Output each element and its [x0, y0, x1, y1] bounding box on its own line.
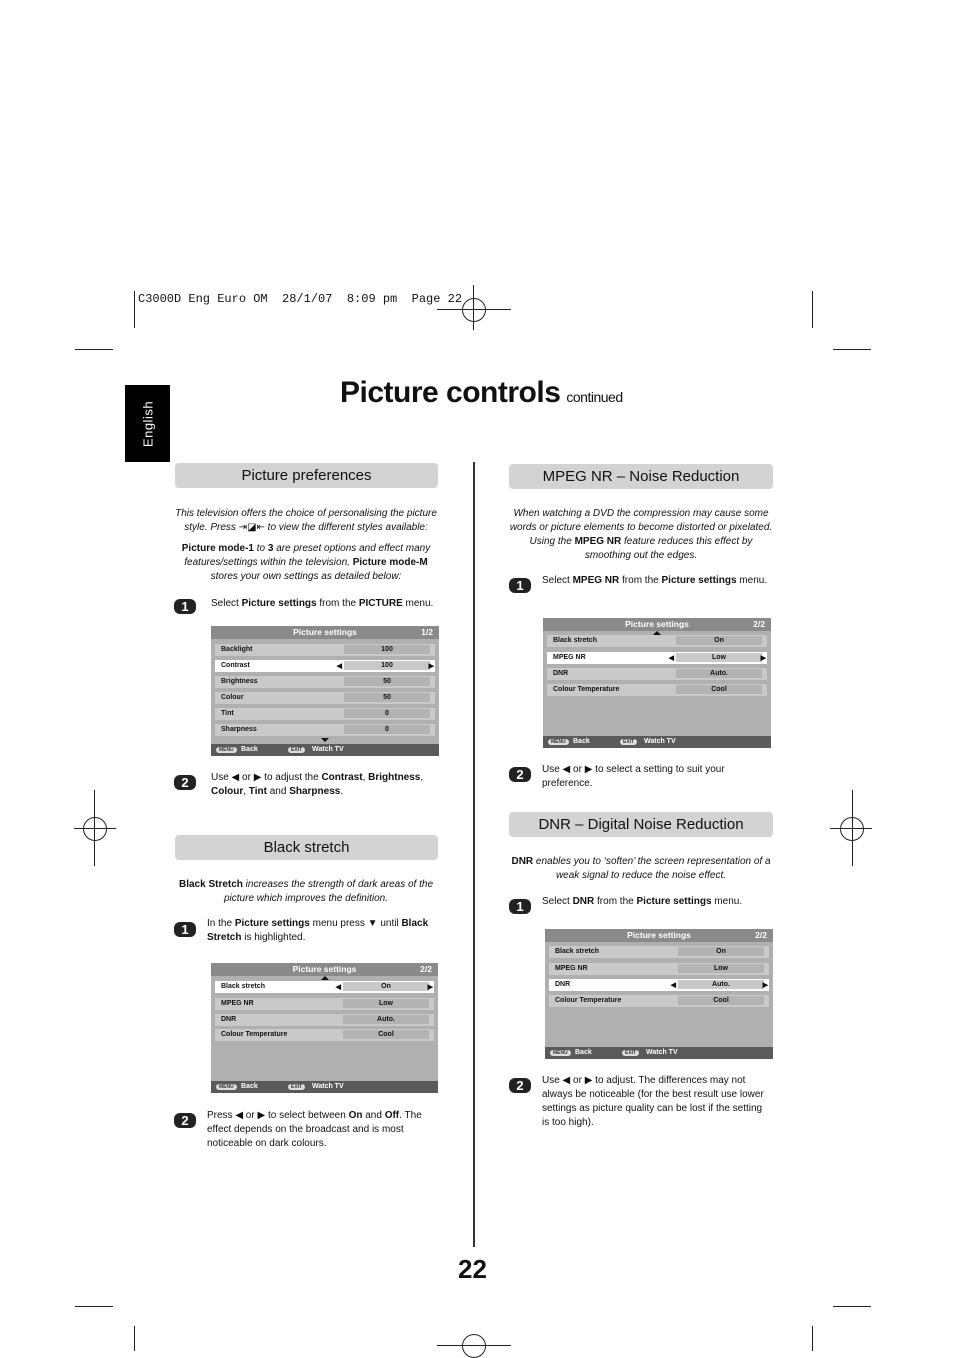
crop-mark	[852, 790, 853, 866]
menu-title-bar	[211, 626, 439, 639]
step-number-1: 1	[509, 899, 531, 914]
crop-mark	[833, 349, 871, 350]
menu-key-icon: MENU	[216, 1084, 237, 1090]
dnr-step2-text: Use ◀ or ▶ to adjust. The differences may not always be noticeable (for the best result use lower settings as picture quality can be lost if the setting is too high).	[542, 1075, 764, 1128]
menu-row-black-stretch[interactable]: Black stretch On	[549, 946, 769, 958]
menu-row-dnr[interactable]: DNR Auto.	[215, 1014, 434, 1026]
menu-title: Picture settings	[293, 627, 357, 637]
picture-preferences-step2-text: Use ◀ or ▶ to adjust the Contrast, Brightness, Colour, Tint and Sharpness.	[211, 772, 424, 797]
menu-page-indicator: 2/2	[755, 930, 767, 940]
menu-row-colour-temperature[interactable]: Colour Temperature Cool	[215, 1029, 434, 1041]
right-arrow-icon: ▶	[428, 663, 434, 670]
picture-mode-intro: Picture mode-1 to 3 are preset options and effect many features/settings within the television, Picture mode-M stores your own settings as detailed below:	[181, 543, 431, 582]
menu-row-mpeg-nr[interactable]: MPEG NR Low	[215, 998, 434, 1010]
step-number-1: 1	[509, 578, 531, 593]
page-title-continued: continued	[566, 389, 623, 405]
menu-title: Picture settings	[625, 619, 689, 629]
dnr-step1-text: Select DNR from the Picture settings menu.	[542, 896, 743, 907]
left-arrow-icon: ◀	[668, 655, 674, 662]
page-title	[340, 376, 623, 410]
crop-mark	[473, 285, 474, 330]
registration-mark	[83, 817, 107, 841]
crop-mark	[94, 790, 95, 866]
menu-row-colour[interactable]: Colour 50	[215, 692, 435, 704]
menu-row-brightness[interactable]: Brightness 50	[215, 676, 435, 688]
menu-title-bar	[211, 963, 438, 976]
step-number-2: 2	[174, 1113, 196, 1128]
crop-mark	[75, 1306, 113, 1307]
mpeg-nr-intro: When watching a DVD the compression may cause some words or picture elements to become distorted or pixelated. Using the MPEG NR feature reduces this effect by smoothing out the edges.	[509, 508, 773, 561]
menu-title-bar	[545, 929, 773, 942]
dnr-intro: DNR enables you to ‘soften’ the screen representation of a weak signal to reduce the noise effect.	[511, 856, 771, 881]
picture-settings-menu-dnr	[545, 929, 773, 1059]
registration-mark	[462, 1334, 486, 1358]
right-arrow-icon: ▶	[762, 982, 768, 989]
column-divider	[473, 462, 475, 1247]
menu-title: Picture settings	[292, 964, 357, 974]
left-arrow-icon: ◀	[670, 982, 676, 989]
menu-row-contrast[interactable]: Contrast ◀ 100 ▶	[215, 660, 435, 672]
step-number-1: 1	[174, 922, 196, 937]
crop-mark	[437, 309, 511, 310]
picture-settings-menu-black-stretch	[211, 963, 438, 1093]
section-heading-picture-preferences: Picture preferences	[175, 463, 438, 488]
right-arrow-icon: ▶	[427, 984, 433, 991]
crop-mark	[833, 1306, 871, 1307]
right-arrow-icon: ▶	[760, 655, 766, 662]
menu-row-backlight[interactable]: Backlight 100	[215, 644, 435, 656]
step-number-2: 2	[174, 775, 196, 790]
menu-row-tint[interactable]: Tint 0	[215, 708, 435, 720]
black-stretch-intro: Black Stretch increases the strength of dark areas of the picture which improves the definition.	[178, 879, 434, 904]
picture-format-icon: ⇥◪⇤	[238, 522, 265, 533]
menu-footer: MENU Back EXIT Watch TV	[543, 736, 771, 748]
section-heading-mpeg-nr: MPEG NR – Noise Reduction	[509, 464, 773, 489]
section-heading-black-stretch: Black stretch	[175, 835, 438, 860]
picture-preferences-intro: This television offers the choice of personalising the picture style. Press ⇥◪⇤ to view the different styles available:	[175, 508, 437, 533]
exit-key-icon: EXIT	[288, 747, 305, 753]
left-arrow-icon: ◀	[336, 663, 342, 670]
left-arrow-icon: ◀	[335, 984, 341, 991]
menu-row-dnr[interactable]: DNR ◀ Auto. ▶	[549, 979, 769, 991]
mpeg-nr-step1-text: Select MPEG NR from the Picture settings menu.	[542, 575, 768, 586]
page-title-text: Picture controls	[340, 376, 561, 409]
language-tab-label: English	[140, 400, 155, 447]
menu-page-indicator: 2/2	[420, 964, 432, 974]
crop-mark	[830, 828, 872, 829]
menu-row-mpeg-nr[interactable]: MPEG NR ◀ Low ▶	[547, 652, 767, 664]
step-number-2: 2	[509, 767, 531, 782]
scroll-down-icon	[321, 738, 329, 742]
crop-mark	[812, 291, 813, 328]
section-heading-dnr: DNR – Digital Noise Reduction	[509, 812, 773, 837]
picture-preferences-step1-text: Select Picture settings from the PICTURE menu.	[211, 598, 434, 609]
crop-mark	[75, 349, 113, 350]
menu-row-black-stretch[interactable]: Black stretch ◀ On ▶	[215, 981, 434, 993]
black-stretch-step2-text: Press ◀ or ▶ to select between On and Off. The effect depends on the broadcast and is most noticeable on dark colours.	[207, 1110, 422, 1149]
menu-row-dnr[interactable]: DNR Auto.	[547, 668, 767, 680]
picture-settings-menu-mpeg-nr	[543, 618, 771, 748]
menu-row-colour-temperature[interactable]: Colour Temperature Cool	[549, 995, 769, 1007]
menu-row-colour-temperature[interactable]: Colour Temperature Cool	[547, 684, 767, 696]
menu-row-black-stretch[interactable]: Black stretch On	[547, 635, 767, 647]
step-number-1: 1	[174, 599, 196, 614]
scroll-up-icon	[321, 976, 329, 980]
exit-key-icon: EXIT	[620, 739, 637, 745]
menu-row-sharpness[interactable]: Sharpness 0	[215, 724, 435, 736]
menu-footer: MENU Back EXIT Watch TV	[545, 1047, 773, 1059]
registration-mark	[462, 298, 486, 322]
crop-mark	[812, 1326, 813, 1351]
menu-footer: MENU Back EXIT Watch TV	[211, 744, 439, 756]
menu-page-indicator: 1/2	[421, 627, 433, 637]
menu-footer: MENU Back EXIT Watch TV	[211, 1081, 438, 1093]
menu-key-icon: MENU	[216, 747, 237, 753]
crop-mark	[74, 828, 116, 829]
menu-page-indicator: 2/2	[753, 619, 765, 629]
menu-title-bar	[543, 618, 771, 631]
exit-key-icon: EXIT	[622, 1050, 639, 1056]
step-number-2: 2	[509, 1078, 531, 1093]
black-stretch-step1-text: In the Picture settings menu press ▼ until Black Stretch is highlighted.	[207, 918, 429, 943]
crop-mark	[134, 1326, 135, 1351]
mpeg-nr-step2-text: Use ◀ or ▶ to select a setting to suit your preference.	[542, 764, 725, 789]
page-number: 22	[458, 1254, 487, 1284]
exit-key-icon: EXIT	[288, 1084, 305, 1090]
menu-key-icon: MENU	[548, 739, 569, 745]
language-tab	[125, 385, 170, 462]
picture-settings-menu-page1	[211, 626, 439, 756]
crop-mark	[437, 1345, 511, 1346]
menu-key-icon: MENU	[550, 1050, 571, 1056]
menu-row-mpeg-nr[interactable]: MPEG NR Low	[549, 963, 769, 975]
menu-title: Picture settings	[627, 930, 691, 940]
print-header: C3000D Eng Euro OM 28/1/07 8:09 pm Page 22	[138, 292, 463, 306]
crop-mark	[134, 291, 135, 328]
